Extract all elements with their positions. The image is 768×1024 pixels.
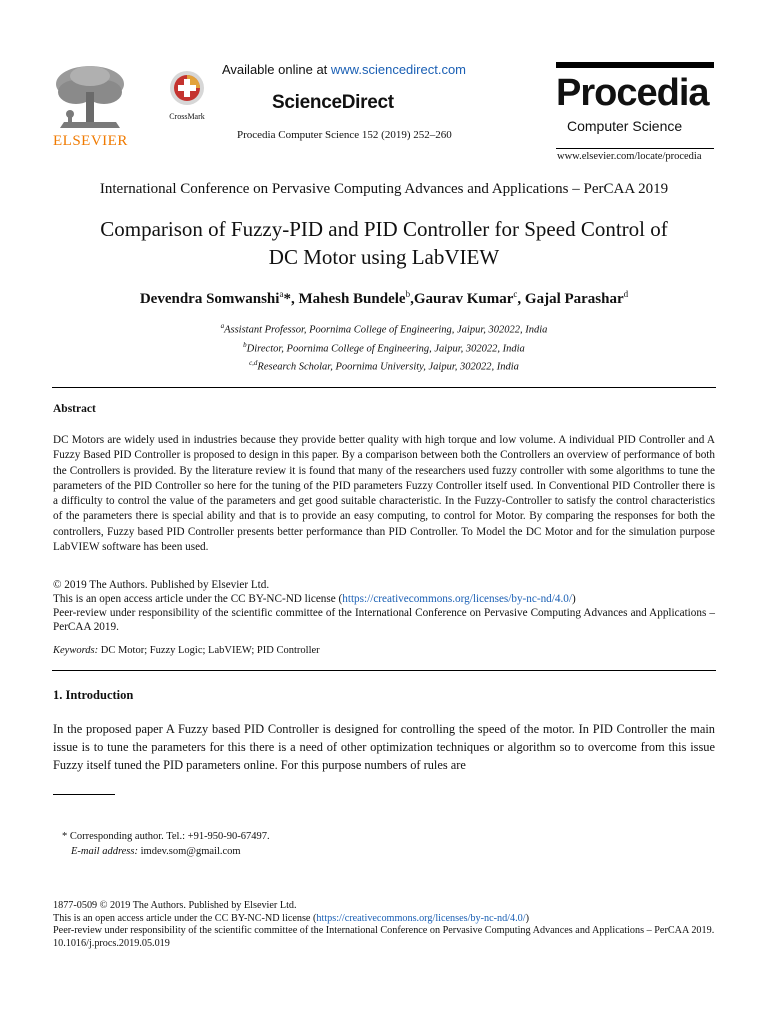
license-prefix: This is an open access article under the CC BY-NC-ND license (	[53, 593, 343, 605]
author-name: Gaurav Kumar	[413, 291, 514, 307]
bottom-license-suffix: )	[525, 912, 529, 924]
doi-line[interactable]: 10.1016/j.procs.2019.05.019	[53, 937, 170, 949]
affiliation-item	[0, 319, 768, 338]
title-line-1: Comparison of Fuzzy-PID and PID Controller for Speed Control of	[100, 217, 668, 241]
procedia-title: Procedia	[556, 72, 709, 114]
title-line-2: DC Motor using LabVIEW	[268, 245, 500, 269]
affiliation-text: Research Scholar, Poornima University, Jaipur, 302022, India	[257, 361, 519, 373]
author-list	[0, 289, 768, 308]
affiliation-text: Assistant Professor, Poornima College of Engineering, Jaipur, 302022, India	[224, 324, 548, 336]
abstract-heading: Abstract	[53, 403, 96, 415]
section-heading-introduction: 1. Introduction	[53, 688, 134, 702]
available-prefix: Available online at	[222, 62, 331, 77]
affiliation-item	[0, 356, 768, 375]
introduction-body: In the proposed paper A Fuzzy based PID Controller is designed for controlling the speed of the motor. In PID Controller the main issue is to tune the parameters for this there is a need of other optimization techniques or algorithm so to overcome from this issue Fuzzy itself tuned the PID parameters online. For this purpose numbers of rules are	[53, 722, 715, 773]
procedia-url[interactable]: www.elsevier.com/locate/procedia	[557, 151, 702, 162]
corresponding-mark: *	[283, 291, 291, 307]
footnote-rule	[53, 794, 115, 795]
keywords-list: DC Motor; Fuzzy Logic; LabVIEW; PID Controller	[98, 645, 320, 656]
footnote	[62, 829, 270, 859]
author-separator: ,	[410, 291, 414, 307]
author-separator: ,	[517, 291, 525, 307]
divider-bottom	[52, 670, 716, 671]
email-line	[62, 844, 270, 859]
corresponding-author-note: * Corresponding author. Tel.: +91-950-90-67497.	[62, 831, 270, 842]
paper-title	[40, 215, 728, 271]
journal-citation: Procedia Computer Science 152 (2019) 252–260	[237, 129, 452, 141]
affiliation-list	[0, 319, 768, 375]
author-name: Devendra Somwanshi	[139, 291, 280, 307]
affiliation-item	[0, 338, 768, 357]
affiliation-sup: a	[220, 322, 225, 330]
author-affil-sup: c	[513, 289, 518, 299]
peer-review-line: Peer-review under responsibility of the scientific committee of the International Conference on Pervasive Computing Advances and Applications – PerCAA 2019.	[53, 607, 715, 633]
procedia-subtitle: Computer Science	[567, 118, 683, 134]
crossmark-icon	[169, 70, 205, 106]
issn-line: 1877-0509 © 2019 The Authors. Published by Elsevier Ltd.	[53, 900, 297, 911]
affiliation-sup: b	[243, 340, 247, 349]
affiliation-sup: c,d	[249, 359, 258, 367]
keywords-line	[53, 645, 320, 656]
author-name: Gajal Parashar	[524, 291, 624, 307]
author-affil-sup: a	[279, 289, 284, 299]
sciencedirect-brand: ScienceDirect	[272, 92, 394, 113]
conference-name: International Conference on Pervasive Computing Advances and Applications – PerCAA 2019	[99, 181, 669, 197]
available-online-line	[222, 62, 466, 77]
elsevier-wordmark: ELSEVIER	[53, 133, 128, 149]
bottom-peer-review: Peer-review under responsibility of the scientific committee of the International Conference on Pervasive Computing Advances and Applications – PerCAA 2019.	[53, 925, 715, 937]
author-affil-sup: d	[623, 289, 629, 299]
abstract-body: DC Motors are widely used in industries because they provide better quality with high torque and low volume. A individual PID Controller and A Fuzzy Based PID Controller is proposed to design in this paper. By a comparison between both the Controllers an overview of performance of both the Controllers is provided. By the literature review it is found that many of the researchers used fuzzy controller with some algorithms to tune the parameters of the PID Controller so here for the tuning of the PID parameters Fuzzy Controller itself used. In Conventional PID Controller there is a difficulty to control the value of the parameters and get good suitable characteristic. In the Fuzzy-Controller to satisfy the control characteristics of the parameters there is special ability and that is to provide an easy computing, to control for Motor. By comparing the responses for both the controllers, Fuzzy based PID Controller presents better performance than PID Controller. To Model the DC Motor and for the simulation purpose LabVIEW software has been used.	[53, 434, 715, 554]
license-line	[53, 592, 715, 606]
copyright-line: © 2019 The Authors. Published by Elsevier Ltd.	[53, 579, 270, 591]
divider-top	[52, 387, 716, 388]
crossmark-label: CrossMark	[169, 112, 205, 121]
email-address[interactable]: imdev.som@gmail.com	[137, 846, 241, 857]
license-suffix: )	[571, 593, 576, 605]
abstract-copyright-block	[53, 578, 715, 634]
publication-info	[53, 900, 715, 950]
author-affil-sup: b	[405, 289, 411, 299]
affiliation-text: Director, Poornima College of Engineering, Jaipur, 302022, India	[246, 343, 525, 354]
email-label: E-mail address:	[71, 846, 138, 857]
crossmark-badge[interactable]	[165, 70, 209, 121]
author-separator: ,	[290, 291, 299, 307]
bottom-license-prefix: This is an open access article under the CC BY-NC-ND license (	[53, 912, 317, 924]
sciencedirect-link[interactable]: www.sciencedirect.com	[330, 62, 467, 77]
license-link[interactable]: https://creativecommons.org/licenses/by-nc-nd/4.0/	[342, 593, 572, 605]
keywords-label: Keywords:	[53, 645, 99, 656]
author-name: Mahesh Bundele	[298, 291, 406, 307]
bottom-license-line	[53, 913, 715, 926]
bottom-license-link[interactable]: https://creativecommons.org/licenses/by-nc-nd/4.0/	[316, 912, 526, 924]
